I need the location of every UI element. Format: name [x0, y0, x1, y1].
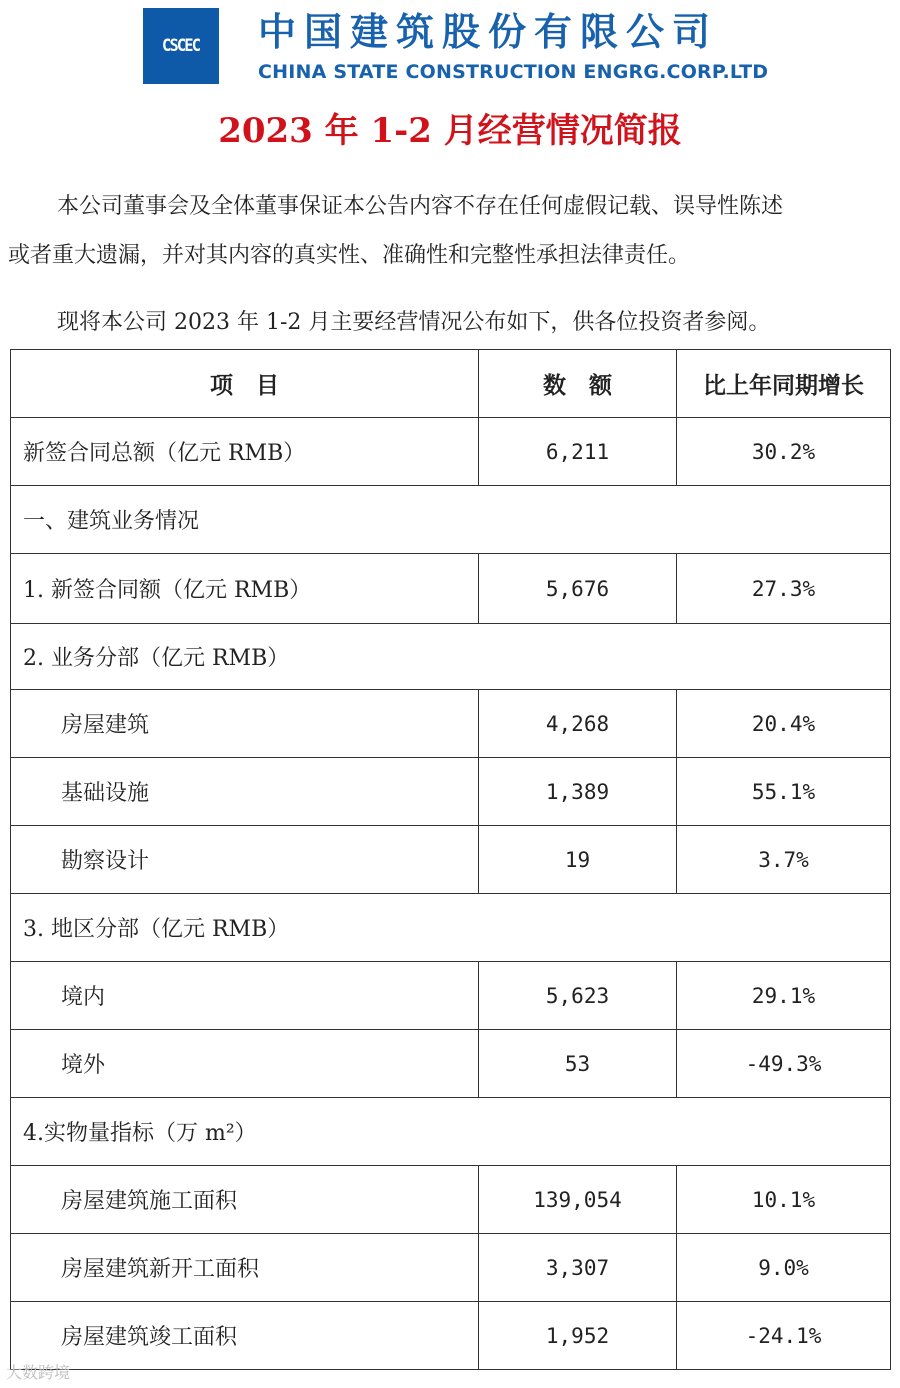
row-growth: 9.0%: [677, 1234, 891, 1302]
row-value: 6,211: [479, 418, 677, 486]
row-value: 1,952: [479, 1302, 677, 1370]
table-row: [11, 758, 891, 826]
row-value: 1,389: [479, 758, 677, 826]
row-growth: 30.2%: [677, 418, 891, 486]
row-value: 53: [479, 1030, 677, 1098]
disclaimer-line-1: 本公司董事会及全体董事保证本公告内容不存在任何虚假记载、误导性陈述: [57, 194, 784, 219]
row-value: 4,268: [479, 690, 677, 758]
row-growth: -49.3%: [677, 1030, 891, 1098]
header-item: 项 目: [11, 350, 479, 418]
row-item: 新签合同总额（亿元 RMB）: [11, 418, 479, 486]
section-heading: 2. 业务分部（亿元 RMB）: [11, 624, 891, 690]
row-item: 勘察设计: [11, 826, 479, 894]
table-row: [11, 1302, 891, 1370]
row-item: 境内: [11, 962, 479, 1030]
report-title: 2023 年 1-2 月经营情况简报: [218, 111, 682, 151]
row-item: 房屋建筑: [11, 690, 479, 758]
row-growth: 3.7%: [677, 826, 891, 894]
row-value: 5,676: [479, 554, 677, 624]
row-item: 房屋建筑竣工面积: [11, 1302, 479, 1370]
table-row: [11, 826, 891, 894]
row-value: 139,054: [479, 1166, 677, 1234]
row-value: 3,307: [479, 1234, 677, 1302]
table-row: [11, 1234, 891, 1302]
section-row: [11, 624, 891, 690]
row-growth: 29.1%: [677, 962, 891, 1030]
row-growth: -24.1%: [677, 1302, 891, 1370]
table-row: [11, 418, 891, 486]
header-growth: 比上年同期增长: [677, 350, 891, 418]
table-row: [11, 1166, 891, 1234]
row-value: 5,623: [479, 962, 677, 1030]
company-logo: [143, 8, 219, 84]
table-row: [11, 690, 891, 758]
row-growth: 20.4%: [677, 690, 891, 758]
row-item: 基础设施: [11, 758, 479, 826]
section-heading: 4.实物量指标（万 m²）: [11, 1098, 891, 1166]
watermark: 大数跨境: [6, 1363, 71, 1382]
logo-mark: CSCEC: [162, 35, 200, 56]
row-growth: 27.3%: [677, 554, 891, 624]
section-heading: 3. 地区分部（亿元 RMB）: [11, 894, 891, 962]
section-heading: 一、建筑业务情况: [11, 486, 891, 554]
row-value: 19: [479, 826, 677, 894]
row-growth: 55.1%: [677, 758, 891, 826]
row-item: 境外: [11, 1030, 479, 1098]
row-item: 房屋建筑施工面积: [11, 1166, 479, 1234]
table-row: [11, 1030, 891, 1098]
disclaimer-line-2: 或者重大遗漏，并对其内容的真实性、准确性和完整性承担法律责任。: [8, 243, 691, 268]
intro-statement: 现将本公司 2023 年 1-2 月主要经营情况公布如下，供各位投资者参阅。: [57, 310, 771, 335]
table-row: [11, 554, 891, 624]
table-header-row: [11, 350, 891, 418]
section-row: [11, 1098, 891, 1166]
row-growth: 10.1%: [677, 1166, 891, 1234]
header-amount: 数 额: [479, 350, 677, 418]
section-row: [11, 486, 891, 554]
company-name-cn: 中国建筑股份有限公司: [258, 10, 719, 54]
operations-table: [10, 349, 891, 1370]
row-item: 1. 新签合同额（亿元 RMB）: [11, 554, 479, 624]
row-item: 房屋建筑新开工面积: [11, 1234, 479, 1302]
company-name-en: CHINA STATE CONSTRUCTION ENGRG.CORP.LTD: [258, 61, 769, 83]
section-row: [11, 894, 891, 962]
table-row: [11, 962, 891, 1030]
